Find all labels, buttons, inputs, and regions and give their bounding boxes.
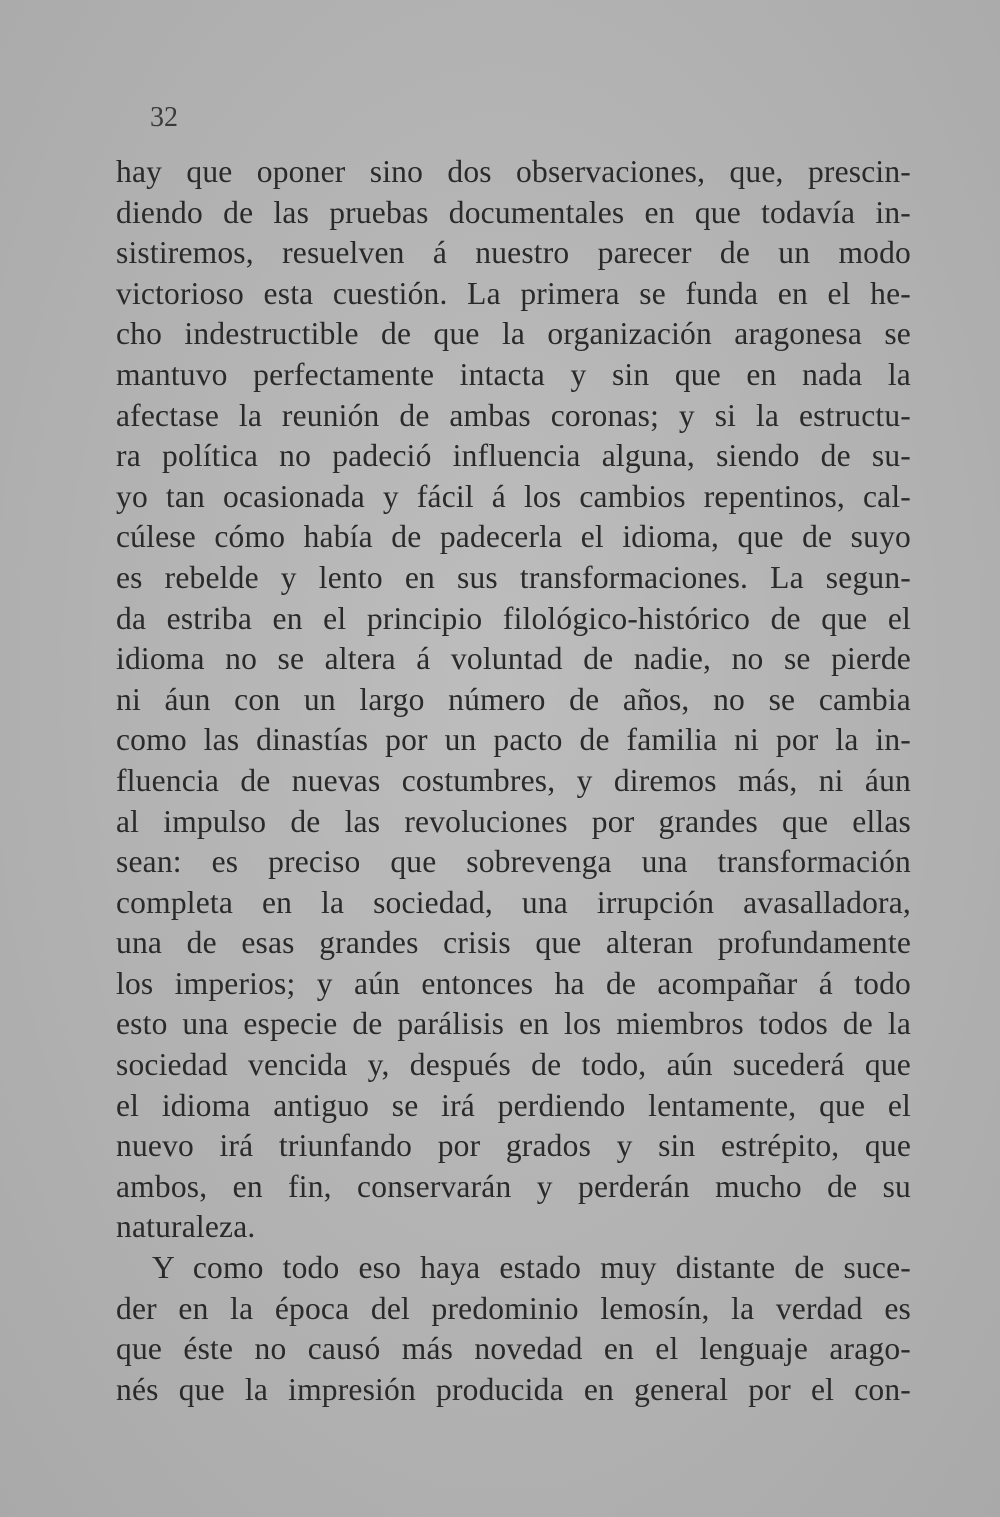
text-line: esto una especie de parálisis en los miembros todos de la (116, 1006, 911, 1042)
text-line: que éste no causó más novedad en el lenguaje arago- (116, 1331, 911, 1367)
text-line: ra política no padeció influencia alguna, siendo de su- (116, 438, 911, 474)
text-line: yo tan ocasionada y fácil á los cambios repentinos, cal- (116, 478, 911, 514)
text-line: como las dinastías por un pacto de familia ni por la in- (116, 722, 911, 758)
text-line: ambos, en fin, conservarán y perderán mucho de su (116, 1168, 911, 1204)
text-line: der en la época del predominio lemosín, la verdad es (116, 1290, 911, 1326)
text-line: mantuvo perfectamente intacta y sin que en nada la (116, 356, 911, 392)
text-line: el idioma antiguo se irá perdiendo lentamente, que el (116, 1087, 911, 1123)
text-line: sean: es preciso que sobrevenga una transformación (116, 844, 911, 880)
text-line: naturaleza. (116, 1209, 256, 1245)
text-line: una de esas grandes crisis que alteran profundamente (116, 925, 911, 961)
text-line: al impulso de las revoluciones por grandes que ellas (116, 803, 911, 839)
text-line: diendo de las pruebas documentales en que todavía in- (116, 194, 911, 230)
text-line: afectase la reunión de ambas coronas; y si la estructu- (116, 397, 911, 433)
text-line: es rebelde y lento en sus transformaciones. La segun- (116, 559, 911, 595)
text-line: hay que oponer sino dos observaciones, que, prescin- (116, 154, 911, 189)
text-line: da estriba en el principio filológico-histórico de que el (116, 600, 911, 636)
text-line: sociedad vencida y, después de todo, aún sucederá que (116, 1047, 911, 1083)
text-line: los imperios; y aún entonces ha de acompañar á todo (116, 965, 911, 1001)
text-line: nés que la impresión producida en general por el con- (116, 1371, 911, 1407)
text-line: nuevo irá triunfando por grados y sin estrépito, que (116, 1128, 911, 1164)
text-line: cho indestructible de que la organización aragonesa se (116, 316, 911, 352)
text-line: fluencia de nuevas costumbres, y diremos más, ni áun (116, 762, 911, 798)
text-line: victorioso esta cuestión. La primera se funda en el he- (116, 275, 911, 311)
text-line: cúlese cómo había de padecerla el idioma, que de suyo (116, 519, 911, 555)
page-number: 32 (150, 102, 178, 133)
text-line: ni áun con un largo número de años, no se cambia (116, 681, 911, 717)
text-line: Y como todo eso haya estado muy distante de suce- (152, 1250, 911, 1286)
text-line: completa en la sociedad, una irrupción avasalladora, (116, 884, 911, 920)
text-line: idioma no se altera á voluntad de nadie, no se pierde (116, 641, 911, 677)
body-text (116, 152, 911, 1410)
text-line: sistiremos, resuelven á nuestro parecer de un modo (116, 235, 911, 271)
